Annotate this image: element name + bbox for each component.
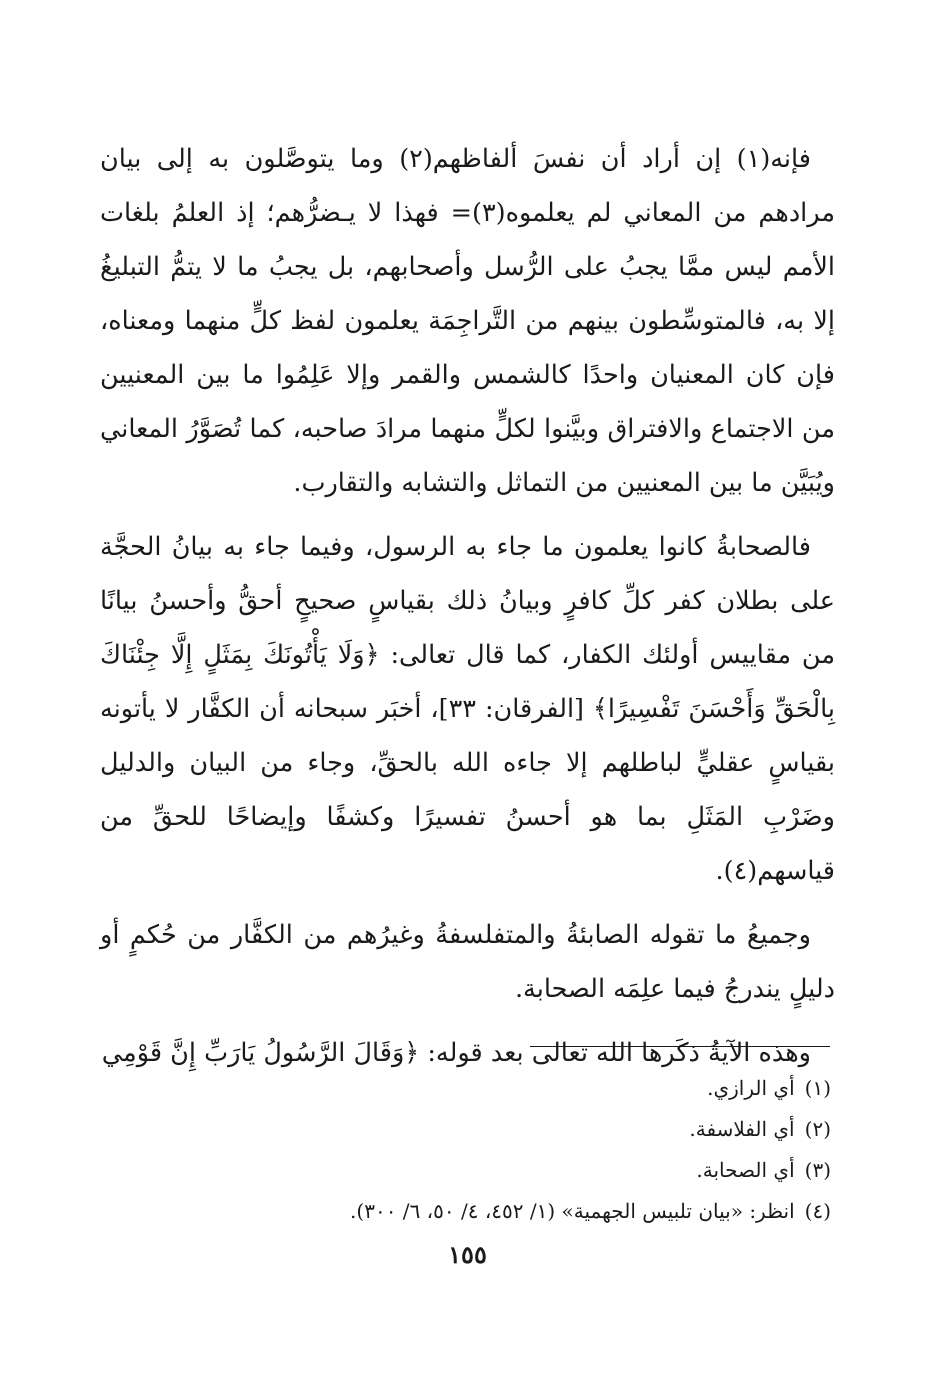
paragraph-3: وجميعُ ما تقوله الصابئةُ والمتفلسفةُ وغيرُهم من الكفَّار من حُكمٍ أو دليلٍ يندرجُ فيما علِمَه الصحابة. [100,920,835,1004]
main-text [100,132,835,1090]
footnote-number: (٣) [804,1158,831,1182]
footnote-4 [100,1191,831,1232]
page-number: ١٥٥ [448,1240,487,1269]
footnote-number: (٤) [804,1199,831,1223]
footnotes [100,1068,831,1232]
paragraph-4: وهذه الآيةُ ذكَرها الله تعالى بعد قوله: ﴿وَقَالَ الرَّسُولُ يَارَبِّ إِنَّ قَوْمِي [101,1038,811,1068]
footnote-text: أي الرازي. [707,1076,795,1100]
footnote-number: (٢) [804,1117,831,1141]
footnote-number: (١) [804,1076,831,1100]
footnote-text: أي الصحابة. [696,1158,795,1182]
footnote-1 [100,1068,831,1109]
paragraph-1: فإنه(١) إن أراد أن نفسَ ألفاظهم(٢) وما يتوصَّلون به إلى بيان مرادهم من المعاني لم يعلموه(٣)= فهذا لا يـضرُّهم؛ إذ العلمُ بلغات الأمم ليس ممَّا يجبُ على الرُّسل وأصحابهم، بل يجبُ ما لا يتمُّ التبليغُ إلا به، فالمتوسِّطون بينهم من التَّراجِمَة يعلمون لفظ كلٍّ منهما ومعناه، فإن كان المعنيان واحدًا كالشمس والقمر وإلا عَلِمُوا ما بين المعنيين من الاجتماع والافتراق وبيَّنوا لكلٍّ منهما مرادَ صاحبه، كما تُصَوَّرُ المعاني ويُبَيَّن ما بين المعنيين من التماثل والتشابه والتقارب. [100,144,835,498]
footnote-divider [530,1046,830,1047]
footnote-text: أي الفلاسفة. [689,1117,795,1141]
footnote-text: انظر: «بيان تلبيس الجهمية» (١/ ٤٥٢، ٤/ ٥٠، ٦/ ٣٠٠). [350,1199,795,1223]
footnote-3 [100,1150,831,1191]
paragraph-2: فالصحابةُ كانوا يعلمون ما جاء به الرسول، وفيما جاء به بيانُ الحجَّة على بطلان كفر كلِّ كافرٍ وبيانُ ذلك بقياسٍ صحيحٍ أحقُّ وأحسنُ بيانًا من مقاييس أولئك الكفار، كما قال تعالى: ﴿وَلَا يَأْتُونَكَ بِمَثَلٍ إِلَّا جِئْنَاكَ بِالْحَقِّ وَأَحْسَنَ تَفْسِيرًا﴾ [الفرقان: ٣٣]، أخبَر سبحانه أن الكفَّار لا يأتونه بقياسٍ عقليٍّ لباطلهم إلا جاءه الله بالحقِّ، وجاء من البيان والدليل وضَرْبِ المَثَلِ بما هو أحسنُ تفسيرًا وكشفًا وإيضاحًا للحقِّ من قياسهم(٤). [100,532,835,886]
footnote-2 [100,1109,831,1150]
